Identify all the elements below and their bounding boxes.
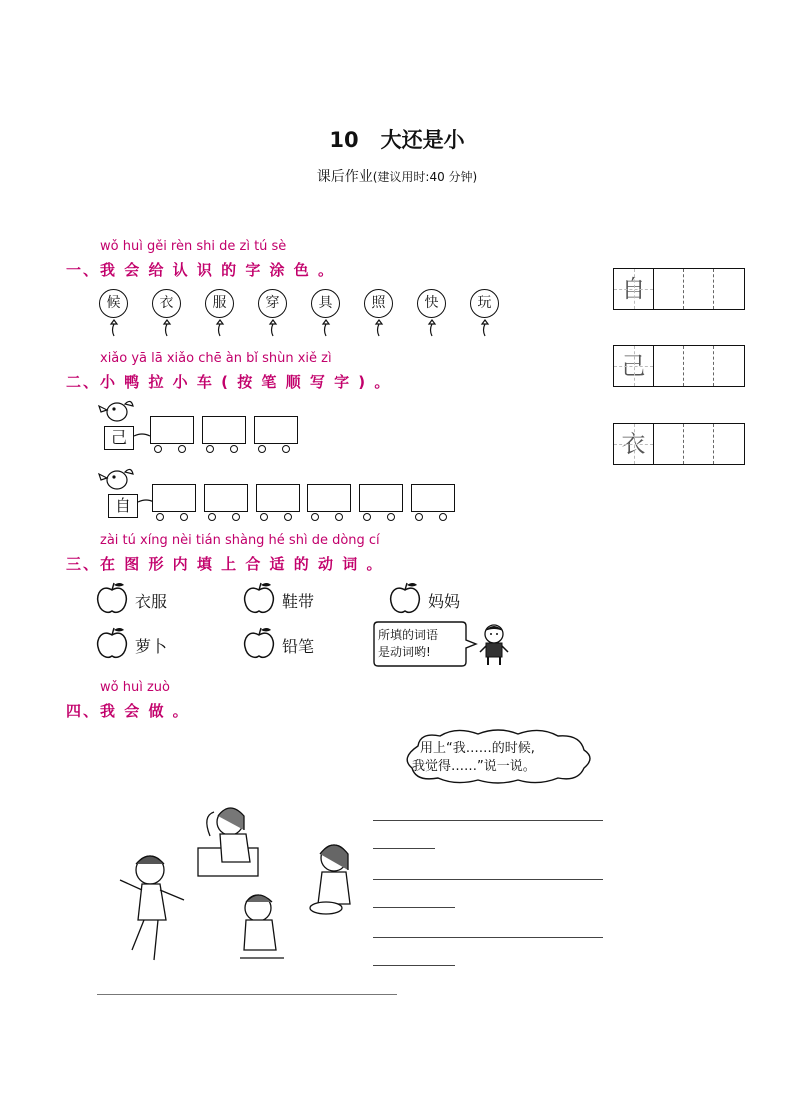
train-sign: 自	[108, 494, 138, 518]
apple-icon[interactable]	[241, 580, 277, 616]
writing-line[interactable]	[373, 820, 603, 821]
wheel-icon	[180, 513, 188, 521]
tianzige-cell[interactable]	[654, 424, 684, 464]
train-car[interactable]	[256, 484, 300, 512]
section3-pinyin: zài tú xíng nèi tián shàng hé shì de dòng cí	[100, 533, 380, 548]
cloud-line: 我觉得……”说一说。	[412, 759, 536, 774]
homework-label: 课后作业	[316, 169, 373, 185]
tianzige-sample: 自	[614, 269, 654, 309]
verb-object: 萝卜	[135, 637, 168, 656]
balloon-char[interactable]: 具	[311, 289, 340, 318]
wheel-icon	[208, 513, 216, 521]
tianzige-row	[613, 345, 745, 387]
tianzige-cell[interactable]	[654, 346, 684, 386]
wheel-icon	[230, 445, 238, 453]
tianzige-cell[interactable]	[654, 269, 684, 309]
wheel-icon	[178, 445, 186, 453]
footer-divider	[97, 994, 397, 995]
duck-icon	[95, 466, 135, 494]
bubble-line: 是动词哟!	[378, 645, 431, 659]
wheel-icon	[284, 513, 292, 521]
wheel-icon	[335, 513, 343, 521]
writing-line[interactable]	[373, 848, 435, 849]
apple-icon[interactable]	[241, 625, 277, 661]
train-car[interactable]	[202, 416, 246, 444]
wheel-icon	[387, 513, 395, 521]
wheel-icon	[415, 513, 423, 521]
tianzige-row	[613, 423, 745, 465]
wheel-icon	[156, 513, 164, 521]
tianzige-cell[interactable]	[684, 346, 714, 386]
tianzige-sample: 己	[614, 346, 654, 386]
writing-line[interactable]	[373, 879, 603, 880]
tianzige-cell[interactable]	[684, 424, 714, 464]
train-car[interactable]	[204, 484, 248, 512]
section3-heading: 三、在 图 形 内 填 上 合 适 的 动 词 。	[66, 555, 384, 573]
section4-pinyin: wǒ huì zuò	[100, 680, 170, 695]
balloon-char[interactable]: 服	[205, 289, 234, 318]
lesson-number: 10	[329, 128, 359, 152]
verb-object: 铅笔	[282, 637, 315, 656]
section1-pinyin: wǒ huì gěi rèn shi de zì tú sè	[100, 239, 287, 254]
wheel-icon	[206, 445, 214, 453]
train-sign: 己	[104, 426, 134, 450]
tianzige-cell[interactable]	[684, 269, 714, 309]
writing-line[interactable]	[373, 937, 603, 938]
tianzige-row	[613, 268, 745, 310]
wheel-icon	[260, 513, 268, 521]
wheel-icon	[154, 445, 162, 453]
duck-icon	[95, 398, 135, 426]
apple-icon[interactable]	[387, 580, 423, 616]
balloon-char[interactable]: 候	[99, 289, 128, 318]
writing-line[interactable]	[373, 907, 455, 908]
page-title	[0, 124, 794, 154]
section4-heading: 四、我 会 做 。	[66, 702, 190, 720]
apple-icon[interactable]	[94, 625, 130, 661]
wheel-icon	[439, 513, 447, 521]
section1-heading: 一、我 会 给 认 识 的 字 涂 色 。	[66, 261, 336, 279]
section2-heading: 二、小 鸭 拉 小 车 ( 按 笔 顺 写 字 ) 。	[66, 373, 392, 391]
tianzige-cell[interactable]	[714, 269, 744, 309]
train-car[interactable]	[307, 484, 351, 512]
tianzige-cell[interactable]	[714, 424, 744, 464]
balloon-strings	[95, 318, 515, 342]
wheel-icon	[311, 513, 319, 521]
writing-line[interactable]	[373, 965, 455, 966]
balloon-char[interactable]: 照	[364, 289, 393, 318]
wheel-icon	[232, 513, 240, 521]
train-car[interactable]	[150, 416, 194, 444]
tianzige-cell[interactable]	[714, 346, 744, 386]
balloon-char[interactable]: 快	[417, 289, 446, 318]
balloon-char[interactable]: 穿	[258, 289, 287, 318]
section2-pinyin: xiǎo yā lā xiǎo chē àn bǐ shùn xiě zì	[100, 351, 332, 366]
verb-object: 妈妈	[428, 592, 461, 611]
wheel-icon	[282, 445, 290, 453]
train-car[interactable]	[359, 484, 403, 512]
tianzige-sample: 衣	[614, 424, 654, 464]
balloon-char[interactable]: 玩	[470, 289, 499, 318]
thought-cloud	[398, 728, 598, 786]
apple-icon[interactable]	[94, 580, 130, 616]
train-car[interactable]	[411, 484, 455, 512]
verb-object: 衣服	[135, 592, 168, 611]
wheel-icon	[363, 513, 371, 521]
cloud-line: 用上“我……的时候,	[420, 741, 535, 756]
children-illustration	[110, 800, 370, 970]
bubble-line: 所填的词语	[378, 628, 439, 642]
page-subtitle	[0, 166, 794, 186]
wheel-icon	[258, 445, 266, 453]
lesson-title: 大还是小	[380, 128, 465, 152]
balloon-char[interactable]: 衣	[152, 289, 181, 318]
time-note: (建议用时:40 分钟)	[372, 170, 478, 184]
train-car[interactable]	[152, 484, 196, 512]
verb-object: 鞋带	[282, 592, 315, 611]
train-car[interactable]	[254, 416, 298, 444]
